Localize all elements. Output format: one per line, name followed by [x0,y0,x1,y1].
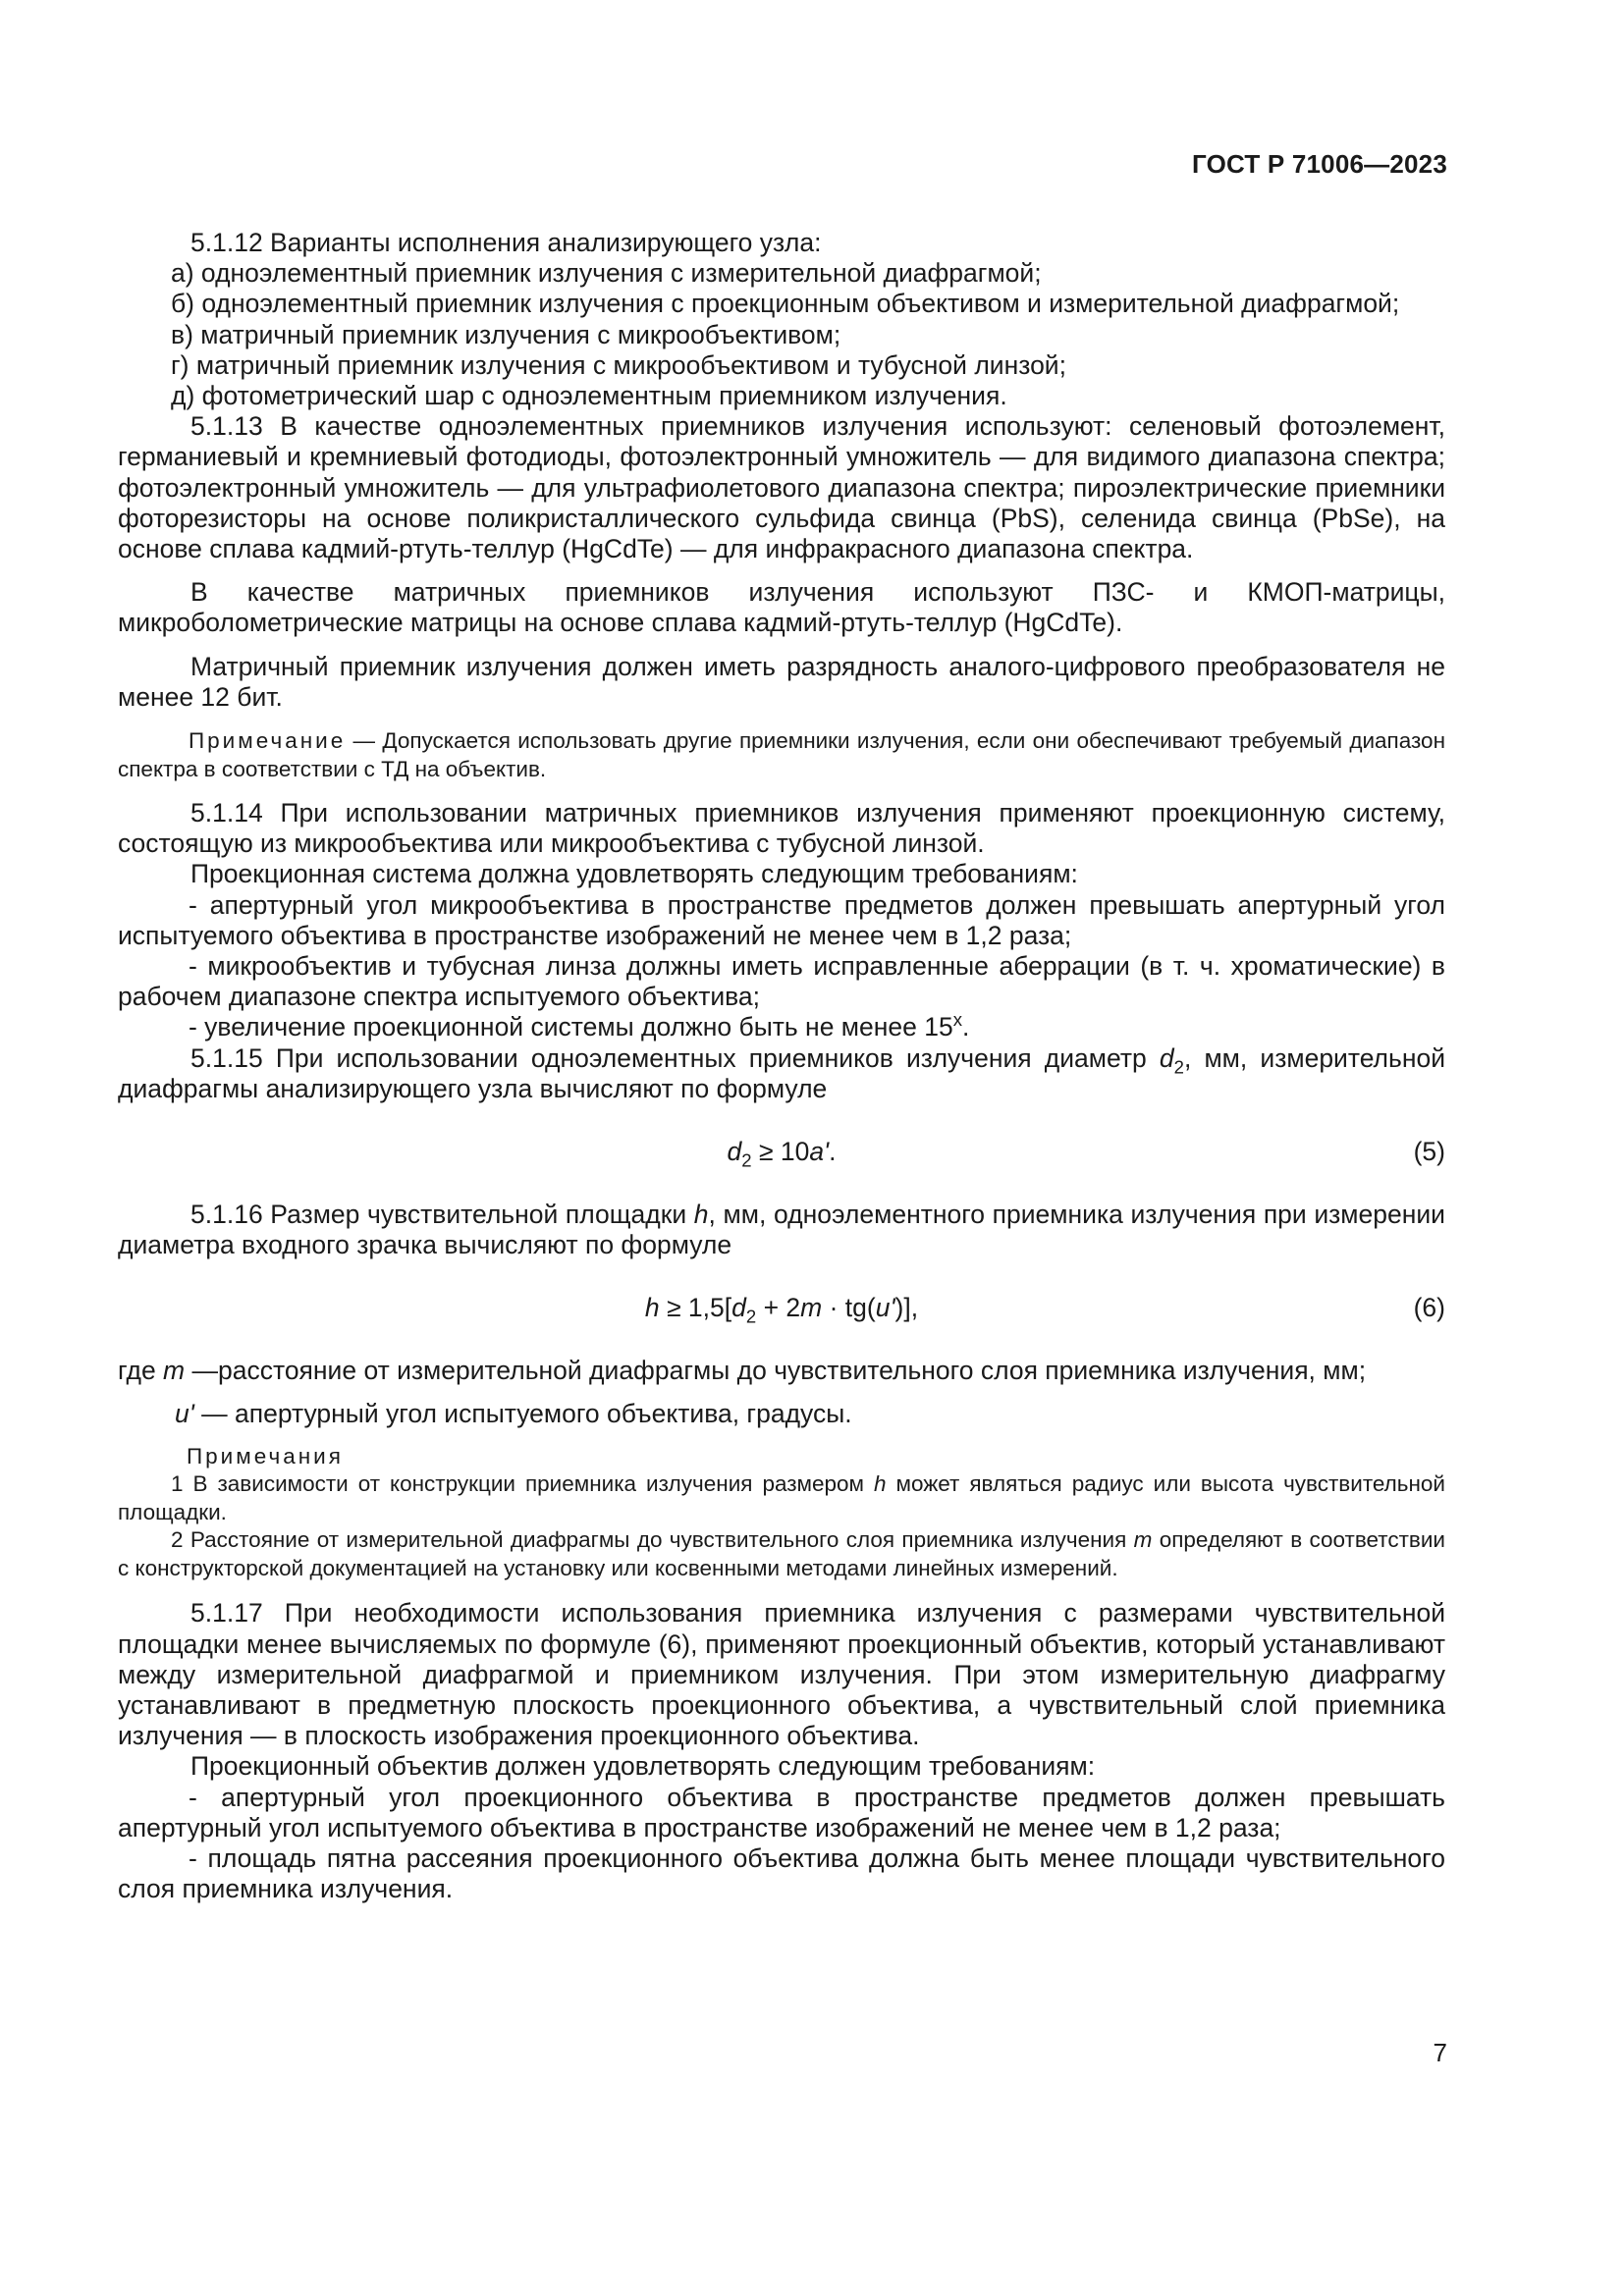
page-content [118,228,1445,1904]
clause-5-1-12-intro: 5.1.12 Варианты исполнения анализирующего узла: [190,228,822,257]
dash-item-spot-area: - площадь пятна рассеяния проекционного объектива должна быть менее площади чувствительного слоя приемника излучения. [118,1843,1445,1904]
document-code: ГОСТ Р 71006—2023 [1192,149,1447,179]
list-item-a: а) одноэлементный приемник излучения с измерительной диафрагмой; [171,258,1042,289]
list-item-b: б) одноэлементный приемник излучения с проекционным объективом и измерительной диафрагмой; [171,289,1400,319]
formula-5-number: (5) [1413,1137,1445,1167]
note-text: — Допускается использовать другие приемники излучения, если они обеспечивают требуемый диапазон спектра в соответствии с ТД на объектив. [118,728,1445,781]
clause-5-1-13-adc: Матричный приемник излучения должен иметь разрядность аналого-цифрового преобразователя не менее 12 бит. [118,651,1445,712]
dash-item-aperture: - апертурный угол микрообъектива в пространстве предметов должен превышать апертурный угол испытуемого объектива в пространстве изображений не менее чем в 1,2 раза; [118,889,1445,950]
clause-5-1-14: 5.1.14 При использовании матричных приемников излучения применяют проекционную систему, состоящую из микрообъектива или микрообъектива с тубусной линзой. [118,798,1445,859]
clause-5-1-16: 5.1.16 Размер чувствительной площадки h, мм, одноэлементного приемника излучения при измерении диаметра входного зрачка вычисляют по формуле [118,1200,1445,1260]
formula-6-expression: $h \ge 1,5[d_2 + 2m \cdot tg(u')]$, [644,1293,919,1327]
clause-5-1-15: 5.1.15 При использовании одноэлементных приемников излучения диаметр $d_2$, мм, измерительной диафрагмы анализирующего узла вычисляют по формуле [118,1042,1445,1103]
clause-5-1-13: 5.1.13 В качестве одноэлементных приемников излучения используют: селеновый фотоэлемент, германиевый и кремниевый фотодиоды, фотоэлектронный умножитель — для видимого диапазона спектра; фотоэлектронный умножитель — для ультрафиолетового диапазона спектра; пироэлектрические приемники фоторезисторы на основе поликристаллического сульфида свинца (PbS), селенида свинца (PbSe), на основе сплава кадмий-ртуть-теллур (HgCdTe) — для инфракрасного диапазона спектра. [118,411,1445,564]
where-m-text: расстояние от измерительной диафрагмы до чувствительного слоя приемника излучения, мм; [218,1356,1367,1386]
notes-5-1-16 [118,1443,1445,1583]
formula-5 [118,1137,1445,1171]
note-1: 1 В зависимости от конструкции приемника излучения размером h может являться радиус или высота чувствительной площадки. [118,1471,1445,1524]
list-item-g: г) матричный приемник излучения с микрообъективом и тубусной линзой; [171,349,1066,380]
clause-5-1-17: 5.1.17 При необходимости использования приемника излучения с размерами чувствительной площадки менее вычисляемых по формуле (6), применяют проекционный объектив, который устанавливают между измерительной диафрагмой и приемником излучения. При этом измерительную диафрагму устанавливают в предметную плоскость проекционного объектива, а чувствительный слой приемника излучения — в плоскость изображения проекционного объектива. [118,1598,1445,1751]
clause-5-1-17-req: Проекционный объектив должен удовлетворять следующим требованиям: [190,1751,1096,1782]
formula-5-expression: $d_2 \ge 10a'$. [727,1137,837,1171]
formula-6 [118,1293,1445,1327]
dash-item-magnification: - увеличение проекционной системы должно быть не менее $15^х$. [189,1009,970,1042]
notes-title: Примечания [187,1443,344,1468]
dash-item-proj-aperture: - апертурный угол проекционного объектива в пространстве предметов должен превышать апертурный угол испытуемого объектива в пространстве изображений не менее чем в 1,2 раза; [118,1782,1445,1842]
list-item-d: д) фотометрический шар с одноэлементным приемником излучения. [171,381,1007,411]
clause-5-1-13-matrix: В качестве матричных приемников излучения используют ПЗС- и КМОП-матрицы, микроболометрические матрицы на основе сплава кадмий-ртуть-теллур (HgCdTe). [118,577,1445,638]
where-m: где m — расстояние от измерительной диафрагмы до чувствительного слоя приемника излучения, мм; [118,1356,1445,1386]
list-item-v: в) матричный приемник излучения с микрообъективом; [171,319,841,349]
dash-item-aberration: - микрообъектив и тубусная линза должны иметь исправленные аберрации (в т. ч. хроматические) в рабочем диапазоне спектра испытуемого объектива; [118,951,1445,1012]
formula-6-number: (6) [1413,1293,1445,1323]
note-label: Примечание [189,728,347,754]
where-u: u' — апертурный угол испытуемого объектива, градусы. [175,1398,852,1428]
note-5-1-13 [118,727,1445,783]
clause-5-1-14-req: Проекционная система должна удовлетворять следующим требованиям: [190,859,1078,889]
note-2: 2 Расстояние от измерительной диафрагмы до чувствительного слоя приемника излучения m определяют в соответствии с конструкторской документацией на установку или косвенными методами линейных измерений. [118,1527,1445,1580]
page-number: 7 [1433,2038,1447,2067]
